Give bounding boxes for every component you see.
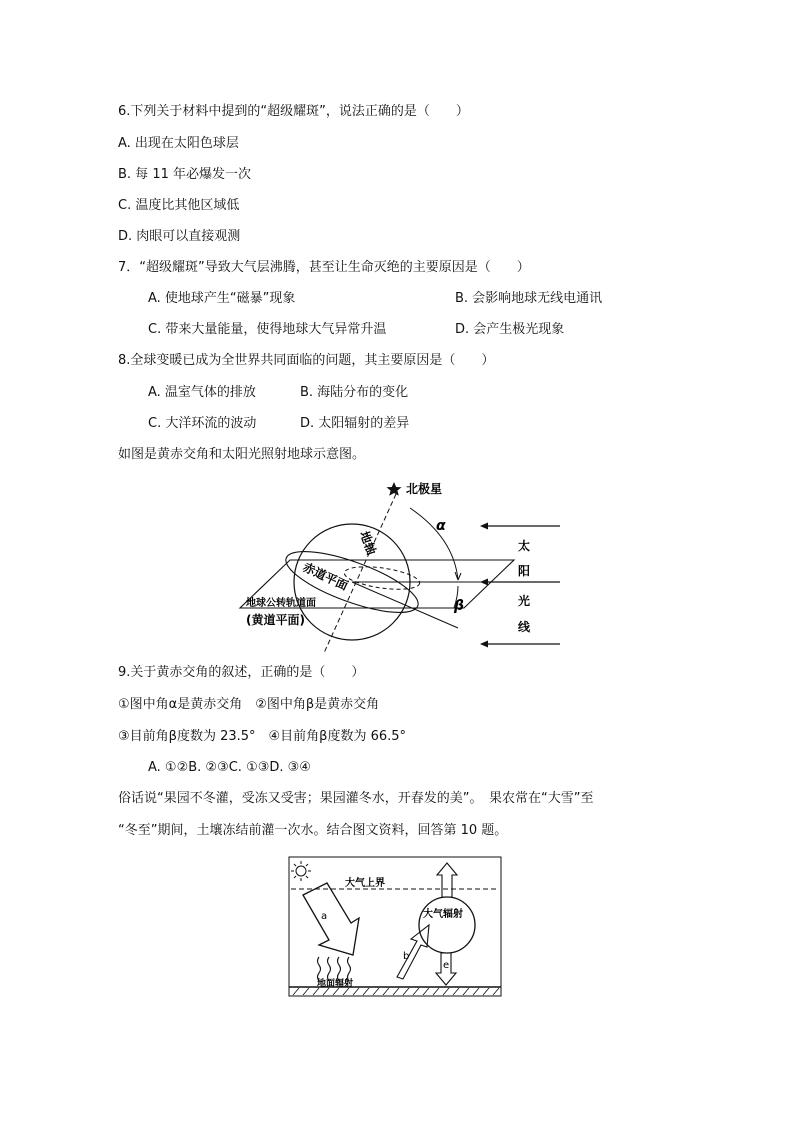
q10-intro-line2: “冬至”期间，土壤冻结前灌一次水。结合图文资料，回答第 10 题。 [118,823,508,838]
q6-option-b: B. 每 11 年必爆发一次 [118,167,251,182]
label-b: b [403,951,410,962]
obliquity-diagram [232,478,572,658]
label-e: e [443,960,450,971]
q8-option-d: D. 太阳辐射的差异 [300,416,410,431]
q7-option-c: C. 带来大量能量，使得地球大气异常升温 [148,322,387,337]
q6-stem: 6.下列关于材料中提到的“超级耀斑”，说法正确的是（ ） [118,104,469,119]
ecliptic-plane-label: (黄道平面) [246,613,305,627]
north-star-label: 北极星 [406,482,443,496]
sunlight-char-2: 阳 [518,564,531,578]
sun-icon [291,861,311,881]
beta-label: β [454,598,465,614]
atm-radiation-label: 大气辐射 [423,909,463,920]
sunlight-char-3: 光 [518,594,531,608]
q9-stem: 9.关于黄赤交角的叙述，正确的是（ ） [118,665,365,680]
sunlight-char-1: 太 [518,539,531,553]
q8-option-a: A. 温室气体的排放 [148,385,256,400]
q6-option-c: C. 温度比其他区域低 [118,198,240,213]
q8-option-b: B. 海陆分布的变化 [300,385,409,400]
q6-option-a: A. 出现在太阳色球层 [118,136,239,151]
axis-label: 地轴 [357,529,379,557]
label-a: a [321,911,328,922]
q9-line1: ①图中角α是黄赤交角 ②图中角β是黄赤交角 [118,697,380,712]
q7-option-a: A. 使地球产生“磁暴”现象 [148,291,296,306]
q10-intro-line1: 俗话说“果园不冬灌，受冻又受害；果园灌冬水，开春发的美”。 果农常在“大雪”至 [118,791,594,806]
q7-stem: 7．“超级耀斑”导致大气层沸腾，甚至让生命灭绝的主要原因是（ ） [118,260,530,275]
q8-option-c: C. 大洋环流的波动 [148,416,257,431]
q7-option-d: D. 会产生极光现象 [455,322,565,337]
q6-option-d: D. 肉眼可以直接观测 [118,229,241,244]
ground-radiation-label: 地面辐射 [317,979,354,989]
q9-line2: ③目前角β度数为 23.5° ④目前角β度数为 66.5° [118,729,407,744]
atmosphere-diagram [287,855,503,1000]
figure1-intro: 如图是黄赤交角和太阳光照射地球示意图。 [118,447,366,462]
arrow-a [303,883,359,955]
equator-plane-label: 赤道平面 [300,560,351,594]
atmosphere-top-label: 大气上界 [345,878,385,889]
alpha-label: α [436,518,446,534]
orbit-plane-label: 地球公转轨道面 [246,598,316,609]
arrow-up [437,863,457,897]
north-star-icon [387,482,402,496]
q7-option-b: B. 会影响地球无线电通讯 [455,291,603,306]
q8-stem: 8.全球变暖已成为全世界共同面临的问题，其主要原因是（ ） [118,353,495,368]
sunlight-char-4: 线 [518,620,531,634]
q9-options: A. ①②B. ②③C. ①③D. ③④ [148,760,311,775]
arrow-b [397,925,429,979]
